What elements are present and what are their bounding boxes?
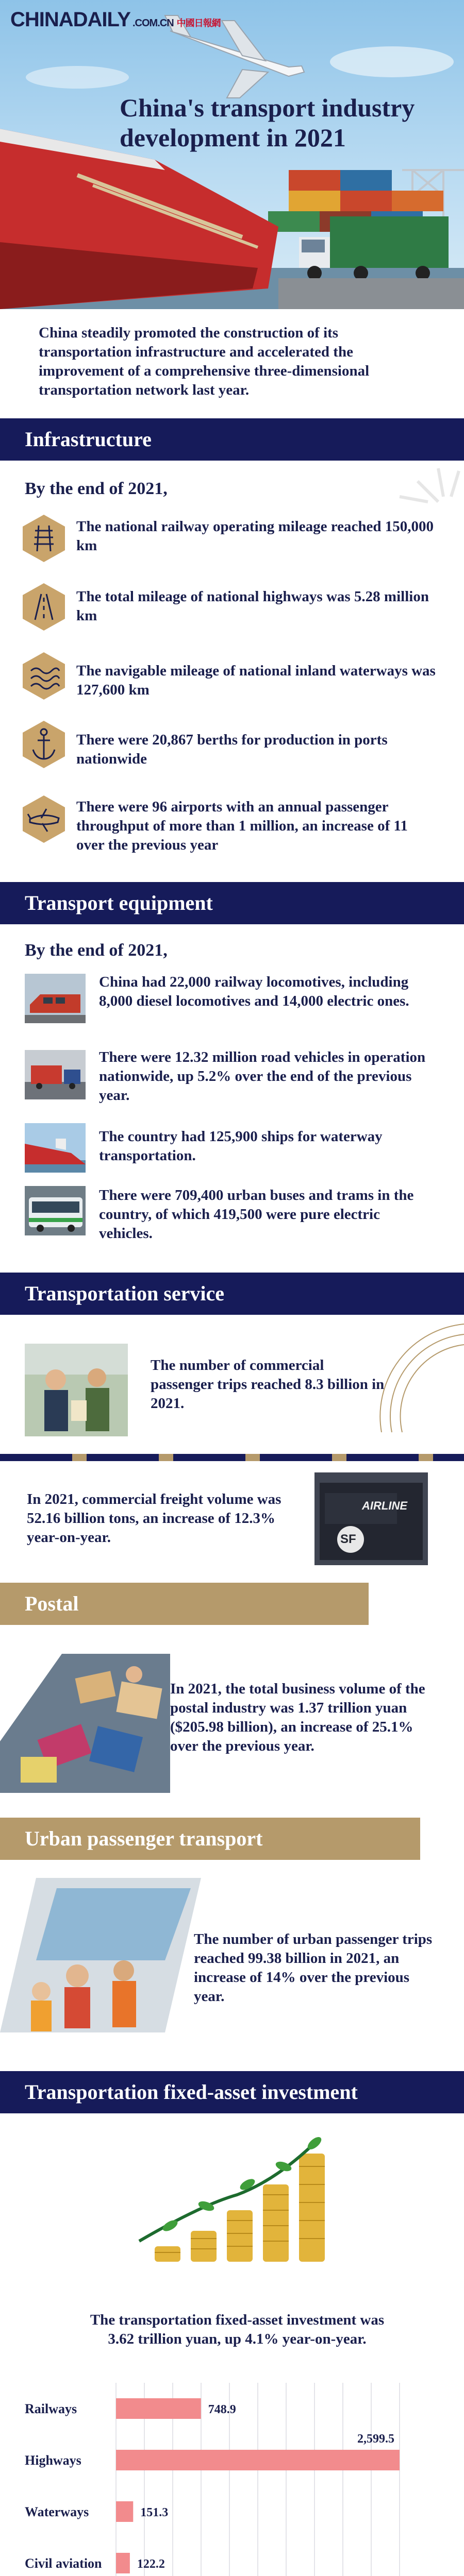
highway-icon: [21, 581, 67, 633]
hero-illustration: [0, 0, 464, 309]
infrastructure-item-airports: There were 96 airports with an annual passenger throughput of more than 1 million, an increase of 11 over the previous year: [76, 799, 408, 853]
infrastructure-item-ports: There were 20,867 berths for production in ports nationwide: [76, 732, 388, 767]
passenger-photo: [25, 1344, 128, 1436]
bar-waterways: [116, 2501, 133, 2522]
anchor-icon: [21, 719, 67, 770]
section-banner-postal: Postal: [0, 1583, 369, 1625]
bar-highways: [116, 2450, 400, 2470]
hero-banner: [0, 0, 464, 309]
investment-text: The transportation fixed-asset investment was 3.62 trillion yuan, up 4.1% year-on-year.: [90, 2312, 385, 2347]
truck-airline-label: AIRLINE: [362, 1499, 407, 1512]
section-banner-equipment: Transport equipment: [0, 882, 464, 924]
coin-growth-illustration: [124, 2117, 340, 2272]
service-passenger-text: The number of commercial passenger trips reached 8.3 billion in 2021.: [151, 1357, 385, 1412]
infrastructure-item-waterways: The navigable mileage of national inland waterways was 127,600 km: [76, 663, 436, 698]
ship-photo: [25, 1123, 86, 1173]
value-label: 2,599.5: [357, 2432, 394, 2446]
equipment-subtitle: By the end of 2021,: [25, 941, 168, 960]
page-title: China's transport industry development in 2021: [120, 93, 415, 152]
category-label: Highways: [25, 2453, 81, 2468]
equipment-item-ships: The country had 125,900 ships for waterway transportation.: [99, 1128, 383, 1164]
parcels-photo: [0, 1654, 170, 1793]
section-banner-investment: Transportation fixed-asset investment: [0, 2071, 464, 2113]
bus-photo: [25, 1186, 86, 1235]
section-banner-service: Transportation service: [0, 1273, 464, 1315]
value-label: 748.9: [208, 2403, 236, 2416]
service-freight-text: In 2021, commercial freight volume was 52.16 billion tons, an increase of 12.3% year-on-year.: [27, 1491, 281, 1546]
locomotive-photo: [25, 974, 86, 1023]
section-banner-urban: Urban passenger transport: [0, 1818, 420, 1860]
postal-text: In 2021, the total business volume of the postal industry was 1.37 trillion yuan ($205.98 billion), an increase of 25.1% over the previous year.: [170, 1681, 425, 1754]
urban-text: The number of urban passenger trips reached 99.38 billion in 2021, an increase of 14% over the previous year.: [194, 1931, 433, 2005]
infrastructure-item-railway: The national railway operating mileage reached 150,000 km: [76, 518, 434, 554]
category-label: Railways: [25, 2401, 77, 2416]
value-label: 122.2: [137, 2557, 165, 2571]
category-label: Waterways: [25, 2504, 89, 2519]
chinadaily-logo[interactable]: CHINADAILY .COM.CN 中國日報網: [10, 8, 221, 31]
truck-brand-label: SF: [340, 1532, 356, 1546]
waves-icon: [21, 650, 67, 702]
category-label: Civil aviation: [25, 2556, 102, 2571]
equipment-item-locomotives: China had 22,000 railway locomotives, including 8,000 diesel locomotives and 14,000 electric ones.: [99, 974, 409, 1009]
bar-railways: [116, 2398, 201, 2419]
airplane-icon: [21, 793, 67, 845]
road-vehicles-photo: [25, 1050, 86, 1099]
train-passengers-photo: [0, 1878, 201, 2032]
coin-stacks-image: [155, 2154, 325, 2262]
equipment-item-buses: There were 709,400 urban buses and trams in the country, of which 419,500 were pure electric vehicles.: [99, 1187, 414, 1242]
divider-stripe: [0, 1454, 464, 1461]
section-banner-infrastructure: Infrastructure: [0, 418, 464, 461]
equipment-item-road-vehicles: There were 12.32 million road vehicles in operation nationwide, up 5.2% over the end of the previous year.: [99, 1049, 426, 1104]
bar-civil-aviation: [116, 2553, 130, 2573]
intro-paragraph: China steadily promoted the construction of its transportation infrastructure and accelerated the improvement of a comprehensive three-dimensional transportation network last year.: [39, 325, 370, 398]
value-label: 151.3: [140, 2506, 169, 2519]
cargo-ship-image: [0, 129, 278, 309]
investment-bar-chart: [0, 2378, 464, 2576]
sunburst-decoration-icon: [361, 461, 464, 507]
railway-icon: [21, 513, 67, 564]
freight-truck-photo: [314, 1472, 428, 1565]
infrastructure-subtitle: By the end of 2021,: [25, 479, 168, 498]
infrastructure-item-highways: The total mileage of national highways was 5.28 million km: [76, 588, 429, 624]
